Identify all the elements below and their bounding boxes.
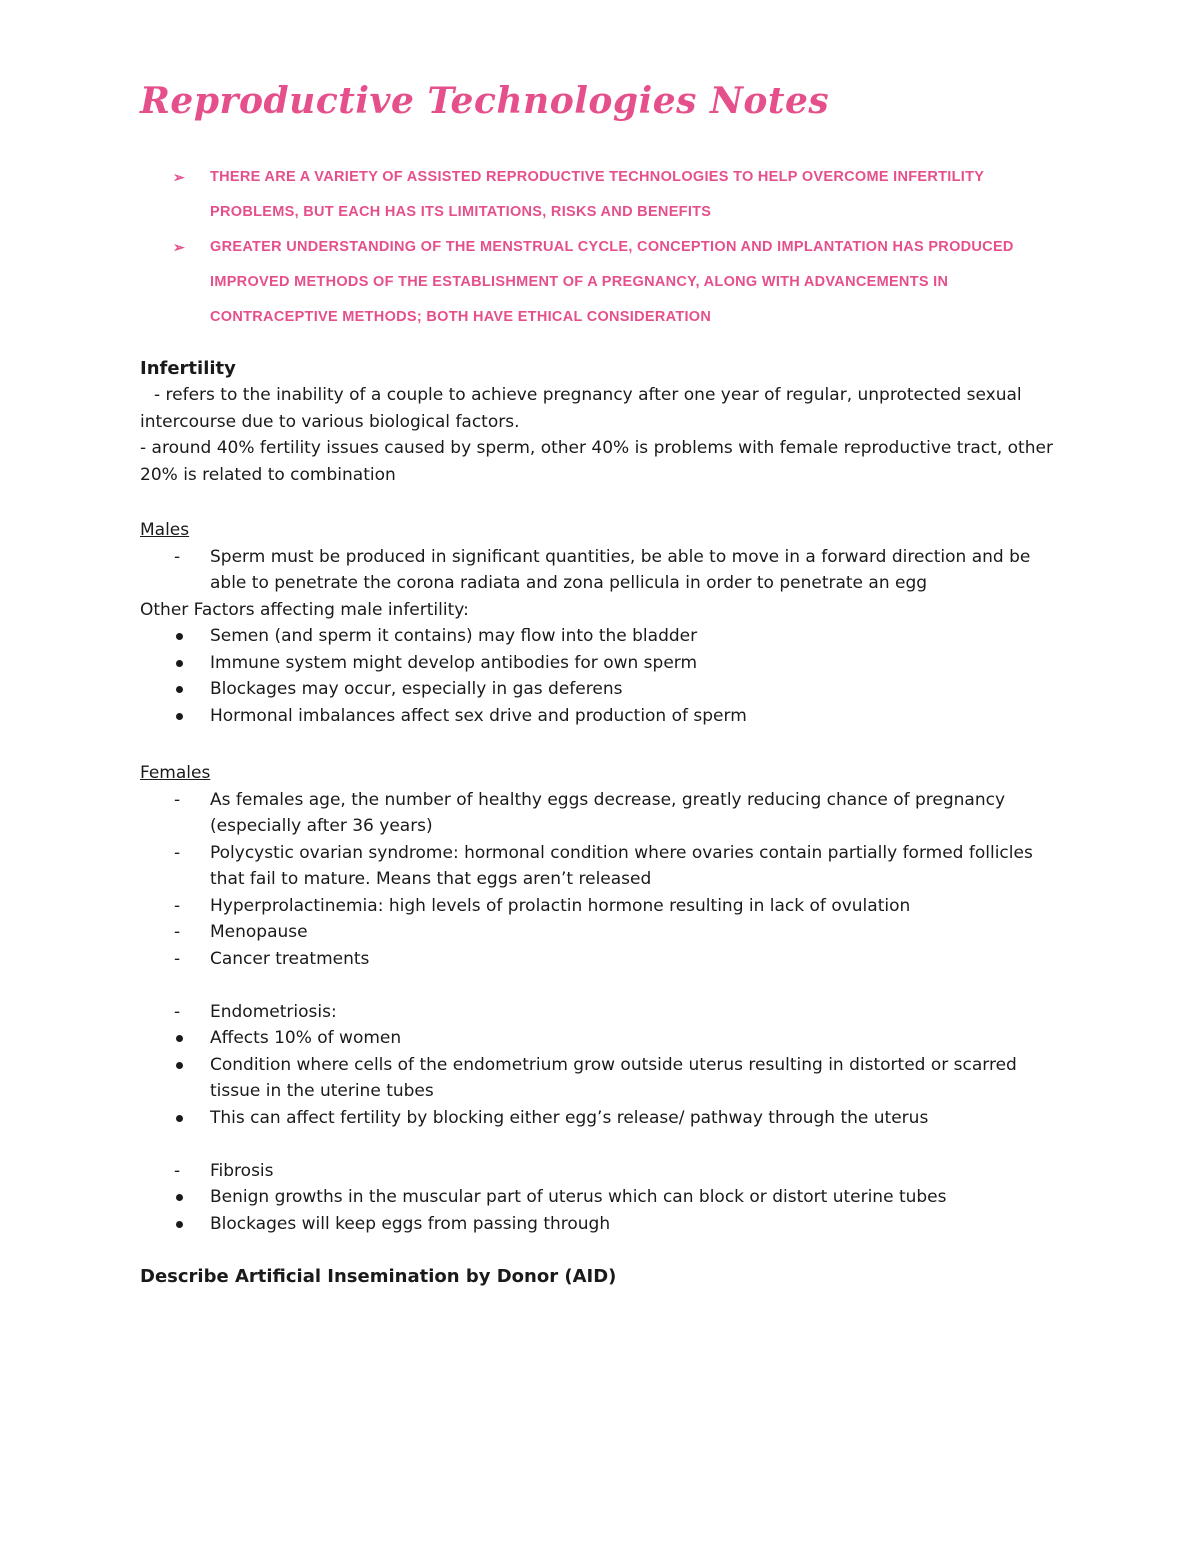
page-title: Reproductive Technologies Notes — [140, 80, 830, 122]
intro-list — [140, 160, 1070, 335]
endometriosis-label: - Endometriosis: — [140, 999, 1070, 1026]
list-item: Blockages may occur, especially in gas deferens — [140, 676, 1070, 703]
list-item: Hormonal imbalances affect sex drive and production of sperm — [140, 703, 1070, 730]
bullet-dot-icon — [176, 1194, 183, 1201]
dash-bullet-icon: - — [174, 546, 181, 567]
dash-bullet-icon: - — [174, 1160, 181, 1181]
infertility-heading: Infertility — [140, 358, 236, 379]
bullet-dot-icon — [176, 1062, 183, 1069]
list-item: Semen (and sperm it contains) may flow into the bladder — [140, 623, 1070, 650]
females-heading: Females — [140, 763, 211, 783]
list-item: Condition where cells of the endometrium grow outside uterus resulting in distorted or scarred tissue in the uterine tubes — [140, 1052, 1070, 1105]
dash-bullet-icon: - — [174, 1001, 181, 1022]
males-heading: Males — [140, 520, 190, 540]
aid-section — [140, 1266, 1070, 1287]
dash-bullet-icon: - — [174, 789, 181, 810]
bullet-dot-icon — [176, 1221, 183, 1228]
infertility-section — [140, 358, 1070, 488]
fibrosis-label: - Fibrosis — [140, 1158, 1070, 1185]
aid-heading: Describe Artificial Insemination by Donor (AID) — [140, 1266, 617, 1287]
dash-bullet-icon: - — [174, 895, 181, 916]
bullet-dot-icon — [176, 1115, 183, 1122]
arrow-bullet-icon: ➢ — [173, 239, 186, 255]
male-factors-list — [140, 623, 1070, 729]
males-dash-list — [140, 544, 1070, 597]
list-item: - Menopause — [140, 919, 1070, 946]
bullet-dot-icon — [176, 1035, 183, 1042]
list-item: - Polycystic ovarian syndrome: hormonal condition where ovaries contain partially formed follicles that fail to mature. Means that eggs aren’t released — [140, 840, 1070, 893]
list-item: This can affect fertility by blocking either egg’s release/ pathway through the uterus — [140, 1105, 1070, 1132]
list-item: Immune system might develop antibodies for own sperm — [140, 650, 1070, 677]
list-item: Blockages will keep eggs from passing through — [140, 1211, 1070, 1238]
bullet-dot-icon — [176, 660, 183, 667]
bullet-dot-icon — [176, 713, 183, 720]
females-dash-list — [140, 787, 1070, 973]
infertility-definition: - refers to the inability of a couple to achieve pregnancy after one year of regular, unprotected sexual intercourse due to various biological factors. — [140, 385, 1022, 432]
bullet-dot-icon — [176, 686, 183, 693]
list-item: - Cancer treatments — [140, 946, 1070, 973]
endometriosis-list — [140, 999, 1070, 1132]
dash-bullet-icon: - — [174, 842, 181, 863]
list-item: - Sperm must be produced in significant quantities, be able to move in a forward direction and be able to penetrate the corona radiata and zona pellicula in order to penetrate an egg — [140, 544, 1070, 597]
intro-item: ➢ GREATER UNDERSTANDING OF THE MENSTRUAL CYCLE, CONCEPTION AND IMPLANTATION HAS PRODUCED IMPROVED METHODS OF THE ESTABLISHMENT OF A PREGNANCY, ALONG WITH ADVANCEMENTS IN CONTRACEPTIVE METHODS; BOTH HAVE ETHICAL CONSIDERATION — [140, 230, 1070, 335]
bullet-dot-icon — [176, 633, 183, 640]
intro-item: ➢ THERE ARE A VARIETY OF ASSISTED REPRODUCTIVE TECHNOLOGIES TO HELP OVERCOME INFERTILITY PROBLEMS, BUT EACH HAS ITS LIMITATIONS, RISKS AND BENEFITS — [140, 160, 1070, 230]
fibrosis-list — [140, 1158, 1070, 1238]
male-factors-label: Other Factors affecting male infertility: — [140, 599, 469, 620]
females-section — [140, 760, 1070, 1237]
dash-bullet-icon: - — [174, 948, 181, 969]
list-item: - As females age, the number of healthy eggs decrease, greatly reducing chance of pregnancy (especially after 36 years) — [140, 787, 1070, 840]
dash-bullet-icon: - — [174, 922, 181, 942]
males-section — [140, 517, 1070, 729]
list-item: - Hyperprolactinemia: high levels of prolactin hormone resulting in lack of ovulation — [140, 893, 1070, 920]
list-item: Benign growths in the muscular part of uterus which can block or distort uterine tubes — [140, 1184, 1070, 1211]
list-item: Affects 10% of women — [140, 1025, 1070, 1052]
infertility-statistics: - around 40% fertility issues caused by sperm, other 40% is problems with female reproductive tract, other 20% is related to combination — [140, 438, 1053, 485]
arrow-bullet-icon: ➢ — [173, 169, 186, 185]
